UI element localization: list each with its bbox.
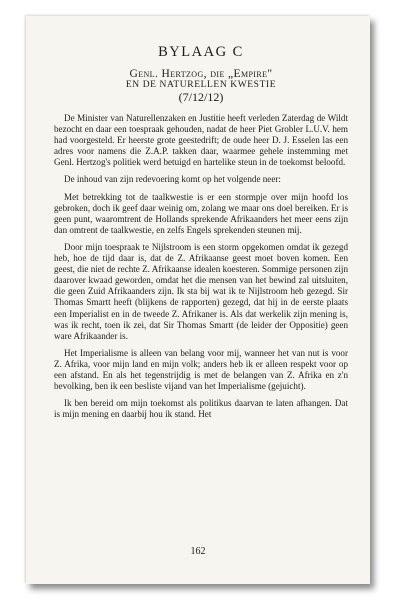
section-heading-line1: Genl. Hertzog, die „Empire": [129, 68, 273, 80]
section-date: (7/12/12): [178, 90, 224, 104]
paragraph: De inhoud van zijn redevoering komt op het volgende neer:: [64, 174, 281, 185]
page-content: [54, 44, 348, 426]
paragraph: Het Imperialisme is alleen van belang voor mij, wanneer het van nut is voor Z. Afrika, voor mijn land en mijn volk; anders heb ik er alleen respekt voor op een afstand. En als het tegenstrijdig is met de belangen van Z. Afrika en z'n bevolking, ben ik een besliste vijand van het Imperialisme (gejuicht).: [54, 347, 348, 392]
section-heading-line2: EN DE NATURELLEN KWESTIE: [125, 80, 277, 90]
body-text: [54, 113, 348, 420]
page-number: 162: [190, 546, 206, 557]
paragraph: Ik ben bereid om mijn toekomst als politikus daarvan te laten afhangen. Dat is mijn mening en daarbij hou ik stand. Het: [54, 398, 348, 420]
paragraph: Met betrekking tot de taalkwestie is er een stormpje over mijn hoofd los gebroken, doch ik geef daar weinig om, zolang we maar ons doel bereiken. Er is geen punt, waaromtrent de Hollands sprekende Afrikaanders het meer eens zijn dan omtrent de taalkwestie, en zelfs Engels sprekenden steunen mij.: [54, 191, 348, 235]
paragraph: De Minister van Naturellenzaken en Justitie heeft verleden Zaterdag de Wildt bezocht en daar een toespraak gehouden, nadat de heer Piet Grobler L.U.V. hem had voorgesteld. Er heerste grote geestedrift; de oude heer D. J. Esselen las een adres voor namens die Z.A.P. takken daar, waarmee gehele instemming met Genl. Hertzog's politiek werd betuigd en hartelike steun in de toekomst beloofd.: [54, 113, 348, 168]
paragraph: Door mijn toespraak te Nijlstroom is een storm opgekomen omdat ik gezegd heb, hoe de tijd daar is, dat de Z. Afrikaanse geest moet boven komen. Een geest, die niet de rechte Z. Afrikaanse idealen koesteren. Sommige personen zijn daarover kwaad geworden, omdat het die mensen van het bewind zal uitsluiten, die geen Zuid Afrikaanders zijn. Ik sta bij wat ik te Nijlstroom heb gezegd. Sir Thomas Smartt heeft (blijkens de rapporten) gezegd, dat hij in de eerste plaats een Imperialist en in de tweede Z. Afrikaner is. Als dat werkelik zijn mening is, was ik recht, toen ik zei, dat Sir Thomas Smartt (de leider der Oppositie) geen ware Afrikaander is.: [54, 241, 348, 341]
book-page: [26, 16, 370, 584]
appendix-title: BYLAAG C: [158, 44, 244, 60]
